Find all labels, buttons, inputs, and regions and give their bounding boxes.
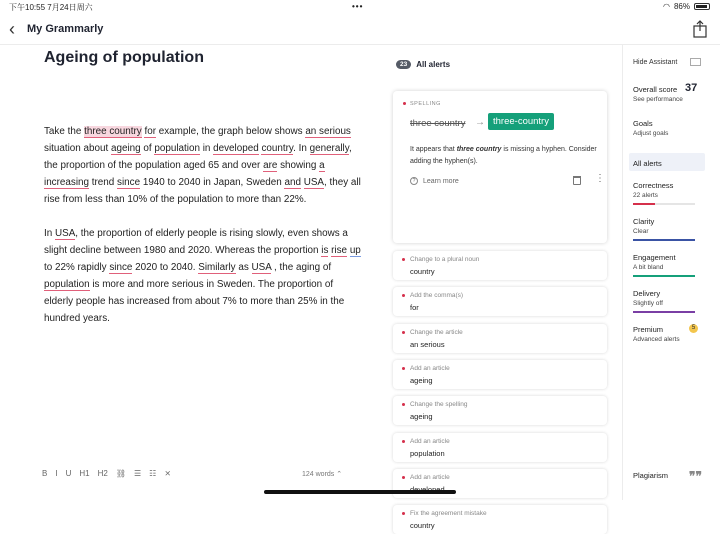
explanation-suffix: is missing a hyphen. Consider adding the hyphen(s).: [410, 146, 597, 165]
category-name: Engagement: [633, 253, 676, 262]
alerts-panel: [390, 45, 622, 531]
alert-original: three country: [410, 118, 466, 129]
alerts-header-label: All alerts: [416, 60, 451, 69]
document-paragraph-2[interactable]: [44, 225, 362, 327]
alert-card[interactable]: [393, 251, 607, 280]
premium-count-badge: 5: [689, 324, 698, 333]
text-run: is more and more serious in Sweden. The proportion of elderly people has increased from about 7% to more than 25% in the hundred years.: [44, 279, 345, 324]
heading1-icon[interactable]: H1: [79, 469, 90, 478]
ordered-list-icon[interactable]: ☰: [133, 469, 142, 478]
alert-card-label: Change the article: [410, 328, 463, 336]
alerts-header: [396, 60, 450, 69]
explanation-term: three country: [456, 146, 502, 153]
text-run: , the proportion of the population aged 65 and over: [44, 143, 352, 171]
category-name: Clarity: [633, 217, 655, 226]
battery-percent: 86%: [673, 2, 690, 11]
alert-dot: [403, 102, 406, 105]
alert-card-value: an serious: [410, 339, 445, 349]
category-status: A bit bland: [633, 264, 664, 271]
category-bar-fill: [633, 239, 695, 241]
back-chevron-icon[interactable]: ‹: [9, 19, 15, 39]
alert-dot: [402, 403, 405, 406]
category-name: Delivery: [633, 289, 661, 298]
question-icon: ?: [410, 177, 418, 185]
alert-card[interactable]: [393, 505, 607, 534]
status-right: [663, 2, 710, 11]
arrow-right-icon: →: [475, 117, 485, 128]
alert-card[interactable]: [393, 360, 607, 389]
overall-score-label: Overall score: [633, 85, 678, 94]
flagged-word[interactable]: three country: [84, 126, 142, 137]
link-icon[interactable]: ⛓: [115, 469, 126, 478]
goals-label[interactable]: Goals: [633, 119, 653, 128]
word-count[interactable]: 124 words ⌃: [302, 471, 343, 478]
alert-dot: [402, 367, 405, 370]
alert-card-label: Add an article: [410, 473, 450, 481]
text-run: in: [199, 143, 214, 154]
alert-suggestion-button[interactable]: three-country: [488, 113, 554, 130]
flagged-word[interactable]: a: [319, 160, 325, 171]
text-run: . In: [293, 143, 310, 154]
text-run: trend: [89, 177, 118, 188]
flagged-word[interactable]: developed: [213, 143, 259, 154]
alert-dot: [402, 440, 405, 443]
all-alerts-label: All alerts: [633, 159, 662, 168]
hide-assistant-label[interactable]: Hide Assistant: [633, 59, 678, 66]
flagged-word[interactable]: USA: [303, 177, 325, 188]
category-status: 22 alerts: [633, 192, 658, 199]
explanation-prefix: It appears that: [410, 146, 457, 153]
alert-card[interactable]: [393, 324, 607, 353]
flagged-word[interactable]: since: [117, 177, 141, 188]
flagged-word[interactable]: an serious: [305, 126, 351, 137]
category-status: Slightly off: [633, 300, 663, 307]
flagged-word[interactable]: ageing: [110, 143, 141, 154]
text-run: , the proportion of elderly people is rising slowly, even shows a slight decline between 1980 and 2020. Whereas the proportion: [44, 228, 348, 256]
alert-card[interactable]: [393, 396, 607, 425]
flagged-word[interactable]: population: [44, 279, 90, 290]
format-toolbar: [42, 469, 171, 478]
text-run: showing: [277, 160, 320, 171]
text-run: situation about: [44, 143, 111, 154]
clear-format-icon[interactable]: ⨯: [164, 469, 172, 478]
text-run: In: [44, 228, 55, 239]
hide-assistant-icon[interactable]: [690, 58, 701, 66]
text-run: 1940 to 2040 in Japan, Sweden: [140, 177, 285, 188]
flagged-word[interactable]: for: [144, 126, 156, 137]
flagged-word[interactable]: country: [261, 143, 294, 154]
alert-card-value: country: [410, 267, 435, 276]
flagged-word[interactable]: are: [263, 160, 278, 171]
text-run: of: [140, 143, 155, 154]
italic-icon[interactable]: I: [55, 469, 58, 478]
bold-icon[interactable]: B: [42, 469, 48, 478]
learn-more-label: Learn more: [423, 177, 459, 185]
category-name: Correctness: [633, 181, 674, 190]
assistant-sidebar: [622, 45, 720, 500]
learn-more-link[interactable]: [410, 177, 459, 185]
flagged-word[interactable]: Similarly: [198, 262, 236, 273]
text-run: as: [235, 262, 252, 273]
text-run: Take the: [44, 126, 85, 137]
text-run: to 22% rapidly: [44, 262, 110, 273]
category-bar-fill: [633, 275, 695, 277]
trash-icon[interactable]: [573, 176, 581, 185]
text-run: , they all rise from less than 10% of the population to more than 22%.: [44, 177, 361, 205]
battery-icon: [694, 3, 710, 10]
flagged-word[interactable]: increasing: [44, 177, 90, 188]
text-run: example, the graph below shows: [156, 126, 306, 137]
alert-card-label: Fix the agreement mistake: [410, 510, 487, 518]
text-run: 2020 to 2040.: [132, 262, 199, 273]
see-performance-link[interactable]: See performance: [633, 96, 683, 103]
alert-card-label: Add an article: [410, 437, 450, 445]
premium-sub: Advanced alerts: [633, 336, 680, 343]
underline-icon[interactable]: U: [65, 469, 72, 478]
alert-card[interactable]: [393, 287, 607, 316]
home-indicator[interactable]: [264, 490, 456, 494]
alert-card-value: ageing: [410, 412, 433, 422]
bullet-list-icon[interactable]: ☷: [149, 469, 157, 478]
flagged-word[interactable]: USA: [251, 262, 272, 273]
alert-dot: [402, 476, 405, 479]
text-run: , the aging of: [271, 262, 332, 273]
alert-explanation: [410, 144, 598, 168]
plagiarism-label[interactable]: Plagiarism: [633, 471, 669, 480]
page-title: My Grammarly: [27, 23, 104, 35]
flagged-word[interactable]: is: [321, 245, 329, 256]
flagged-word[interactable]: up: [349, 245, 361, 256]
alert-card-value: population: [410, 448, 445, 458]
flagged-word[interactable]: and: [284, 177, 301, 188]
share-icon[interactable]: [692, 20, 708, 38]
flagged-word[interactable]: USA: [54, 228, 76, 239]
category-bar-fill: [633, 203, 655, 205]
top-bar: [0, 14, 720, 45]
alert-card[interactable]: [393, 433, 607, 462]
alert-dot: [402, 512, 405, 515]
alert-dot: [402, 258, 405, 261]
alerts-count-badge: 23: [396, 60, 411, 69]
premium-label[interactable]: Premium: [633, 325, 664, 334]
alert-dot: [402, 294, 405, 297]
alert-card-label: Change to a plural noun: [410, 256, 480, 263]
more-options-icon[interactable]: ⋮: [595, 173, 605, 184]
flagged-word[interactable]: generally: [309, 143, 349, 154]
flagged-word[interactable]: since: [109, 262, 133, 273]
category-bar-fill: [633, 311, 695, 313]
document-title[interactable]: Ageing of population: [44, 49, 204, 66]
overall-score-value: 37: [685, 82, 698, 94]
alert-card-expanded[interactable]: [393, 91, 607, 243]
alert-card-label: Add an article: [410, 364, 450, 372]
multitask-dots[interactable]: •••: [352, 2, 364, 11]
alert-card-value: for: [410, 303, 419, 313]
flagged-word[interactable]: population: [154, 143, 200, 154]
alert-dot: [402, 331, 405, 334]
adjust-goals-link[interactable]: Adjust goals: [633, 130, 669, 137]
alert-card-label: Add the comma(s): [410, 292, 464, 300]
alert-card-value: country: [410, 521, 435, 531]
heading2-icon[interactable]: H2: [97, 469, 108, 478]
status-bar: [0, 0, 720, 14]
alert-category: SPELLING: [410, 101, 441, 107]
alert-card-value: ageing: [410, 375, 433, 385]
document-paragraph-1[interactable]: [44, 123, 362, 208]
alert-card-label: Change the spelling: [410, 401, 468, 409]
wifi-icon: ◠: [663, 2, 670, 11]
category-status: Clear: [633, 228, 649, 235]
flagged-word[interactable]: rise: [331, 245, 348, 256]
quote-icon[interactable]: ❞❞: [689, 469, 702, 483]
status-time: 下午10:55 7月24日周六: [9, 3, 93, 12]
